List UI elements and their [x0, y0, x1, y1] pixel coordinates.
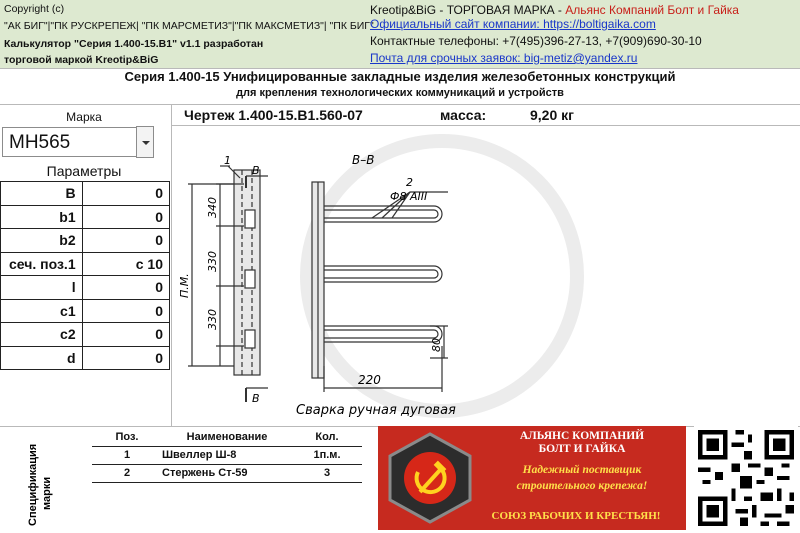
drawing-label: В: [252, 392, 260, 405]
params-row: [1, 323, 170, 347]
trademark-text: торговой маркой Kreotip&BiG: [4, 54, 159, 66]
spec-header-row: [92, 428, 362, 446]
spec-qty: 3: [292, 464, 362, 482]
rebar-loop: [324, 270, 438, 278]
spec-item-name: Стержень Ст-59: [162, 464, 292, 482]
param-name: В: [1, 182, 83, 206]
param-name: c1: [1, 299, 83, 323]
brand-alliance: Альянс Компаний Болт и Гайка: [565, 3, 739, 17]
param-name: b2: [1, 229, 83, 253]
param-value[interactable]: 0: [82, 182, 169, 206]
spec-row: [92, 446, 362, 464]
rebar-loop: [324, 206, 442, 222]
dim-340: 340: [206, 197, 219, 218]
banner-title-1: АЛЬЯНС КОМПАНИЙ: [519, 430, 645, 442]
spec-header-qty: Кол.: [292, 428, 362, 446]
params-row: [1, 299, 170, 323]
param-value[interactable]: с 10: [82, 252, 169, 276]
drawing-number: Чертеж 1.400-15.В1.560-07: [184, 107, 363, 123]
params-row: [1, 182, 170, 206]
dim-330: 330: [206, 309, 219, 330]
spec-pos: 2: [92, 464, 162, 482]
marka-select[interactable]: [2, 127, 154, 157]
rebar-loop: [324, 266, 442, 282]
rebar-end: [245, 330, 255, 348]
banner-bottom-text: СОЮЗ РАБОЧИХ И КРЕСТЬЯН!: [491, 510, 661, 522]
param-name: c2: [1, 323, 83, 347]
marka-label: Марка: [66, 110, 102, 124]
page-title: Серия 1.400-15 Унифицированные закладные изделия железобетонных конструкций: [124, 69, 676, 84]
page-subtitle: для крепления технологических коммуникаций и устройств: [236, 87, 564, 99]
rebar-label: Ф8 АIII: [390, 190, 428, 203]
params-row: [1, 252, 170, 276]
spec-side-label-2: марки: [41, 476, 53, 510]
spec-header-pos: Поз.: [92, 428, 162, 446]
brand-prefix: Kreotip&BiG - ТОРГОВАЯ МАРКА -: [370, 3, 566, 17]
email-link[interactable]: Почта для срочных заявок: big-metiz@yandex.ru: [370, 51, 638, 65]
param-name: b1: [1, 205, 83, 229]
companies-text: "АК БИГ"|"ПК РУСКРЕПЕЖ| "ПК МАРСМЕТИЗ"|"ПК МАКСМЕТИЗ"| "ПК БИГ": [4, 20, 374, 32]
param-value[interactable]: 0: [82, 346, 169, 370]
drawing-label: 2: [406, 176, 413, 189]
mass-value: 9,20 кг: [530, 107, 574, 123]
spec-side-label: [20, 430, 60, 530]
spec-side-label-1: Спецификация: [27, 443, 39, 526]
drawing-label: 1: [224, 154, 231, 167]
copyright-text: Copyright (c): [4, 3, 65, 15]
params-row: [1, 346, 170, 370]
divider: [0, 104, 800, 105]
dim-80: 80: [430, 338, 443, 352]
banner-title-2: БОЛТ И ГАЙКА: [538, 443, 626, 455]
rebar-end: [245, 210, 255, 228]
dim-220: 220: [358, 373, 381, 387]
params-title: Параметры: [46, 163, 122, 179]
phones-text: Контактные телефоны: +7(495)396-27-13, +7(909)690-30-10: [370, 34, 702, 48]
param-value[interactable]: 0: [82, 323, 169, 347]
site-link[interactable]: Официальный сайт компании: https://boltigaika.com: [370, 17, 656, 31]
dropdown-arrow-icon[interactable]: [136, 126, 154, 158]
header-band: [0, 0, 800, 68]
param-name: l: [1, 276, 83, 300]
marka-value: МН565: [9, 132, 71, 153]
spec-qty: 1п.м.: [292, 446, 362, 464]
param-name: сеч. поз.1: [1, 252, 83, 276]
banner-slogan-1: Надежный поставщик: [522, 464, 642, 476]
alliance-banner[interactable]: [378, 426, 686, 530]
spec-table: [92, 428, 362, 483]
brand-line: [370, 3, 739, 17]
rebar-loop: [324, 326, 442, 342]
banner-slogan-2: строительного крепежа!: [516, 480, 648, 492]
params-row: [1, 276, 170, 300]
front-view: [188, 166, 268, 402]
params-table: [0, 181, 170, 370]
pm-label: П.М.: [178, 273, 191, 298]
calculator-text: Калькулятор "Серия 1.400-15.В1" v1.1 разработан: [4, 38, 264, 50]
spec-header-name: Наименование: [162, 428, 292, 446]
spec-row: [92, 464, 362, 482]
mass-label: масса:: [440, 107, 487, 123]
param-name: d: [1, 346, 83, 370]
params-row: [1, 229, 170, 253]
technical-drawing: [172, 126, 800, 426]
spec-item-name: Швеллер Ш-8: [162, 446, 292, 464]
params-row: [1, 205, 170, 229]
drawing-label: В: [252, 164, 260, 177]
rebar-loop: [324, 330, 438, 338]
param-value[interactable]: 0: [82, 229, 169, 253]
param-value[interactable]: 0: [82, 276, 169, 300]
qr-code-icon[interactable]: [694, 426, 798, 530]
divider: [0, 68, 800, 69]
param-value[interactable]: 0: [82, 205, 169, 229]
spec-pos: 1: [92, 446, 162, 464]
hammer-sickle-icon: [384, 432, 476, 524]
param-value[interactable]: 0: [82, 299, 169, 323]
dim-330: 330: [206, 251, 219, 272]
welding-note: Сварка ручная дуговая: [296, 403, 456, 418]
rebar-end: [245, 270, 255, 288]
section-title: В–В: [352, 153, 375, 167]
